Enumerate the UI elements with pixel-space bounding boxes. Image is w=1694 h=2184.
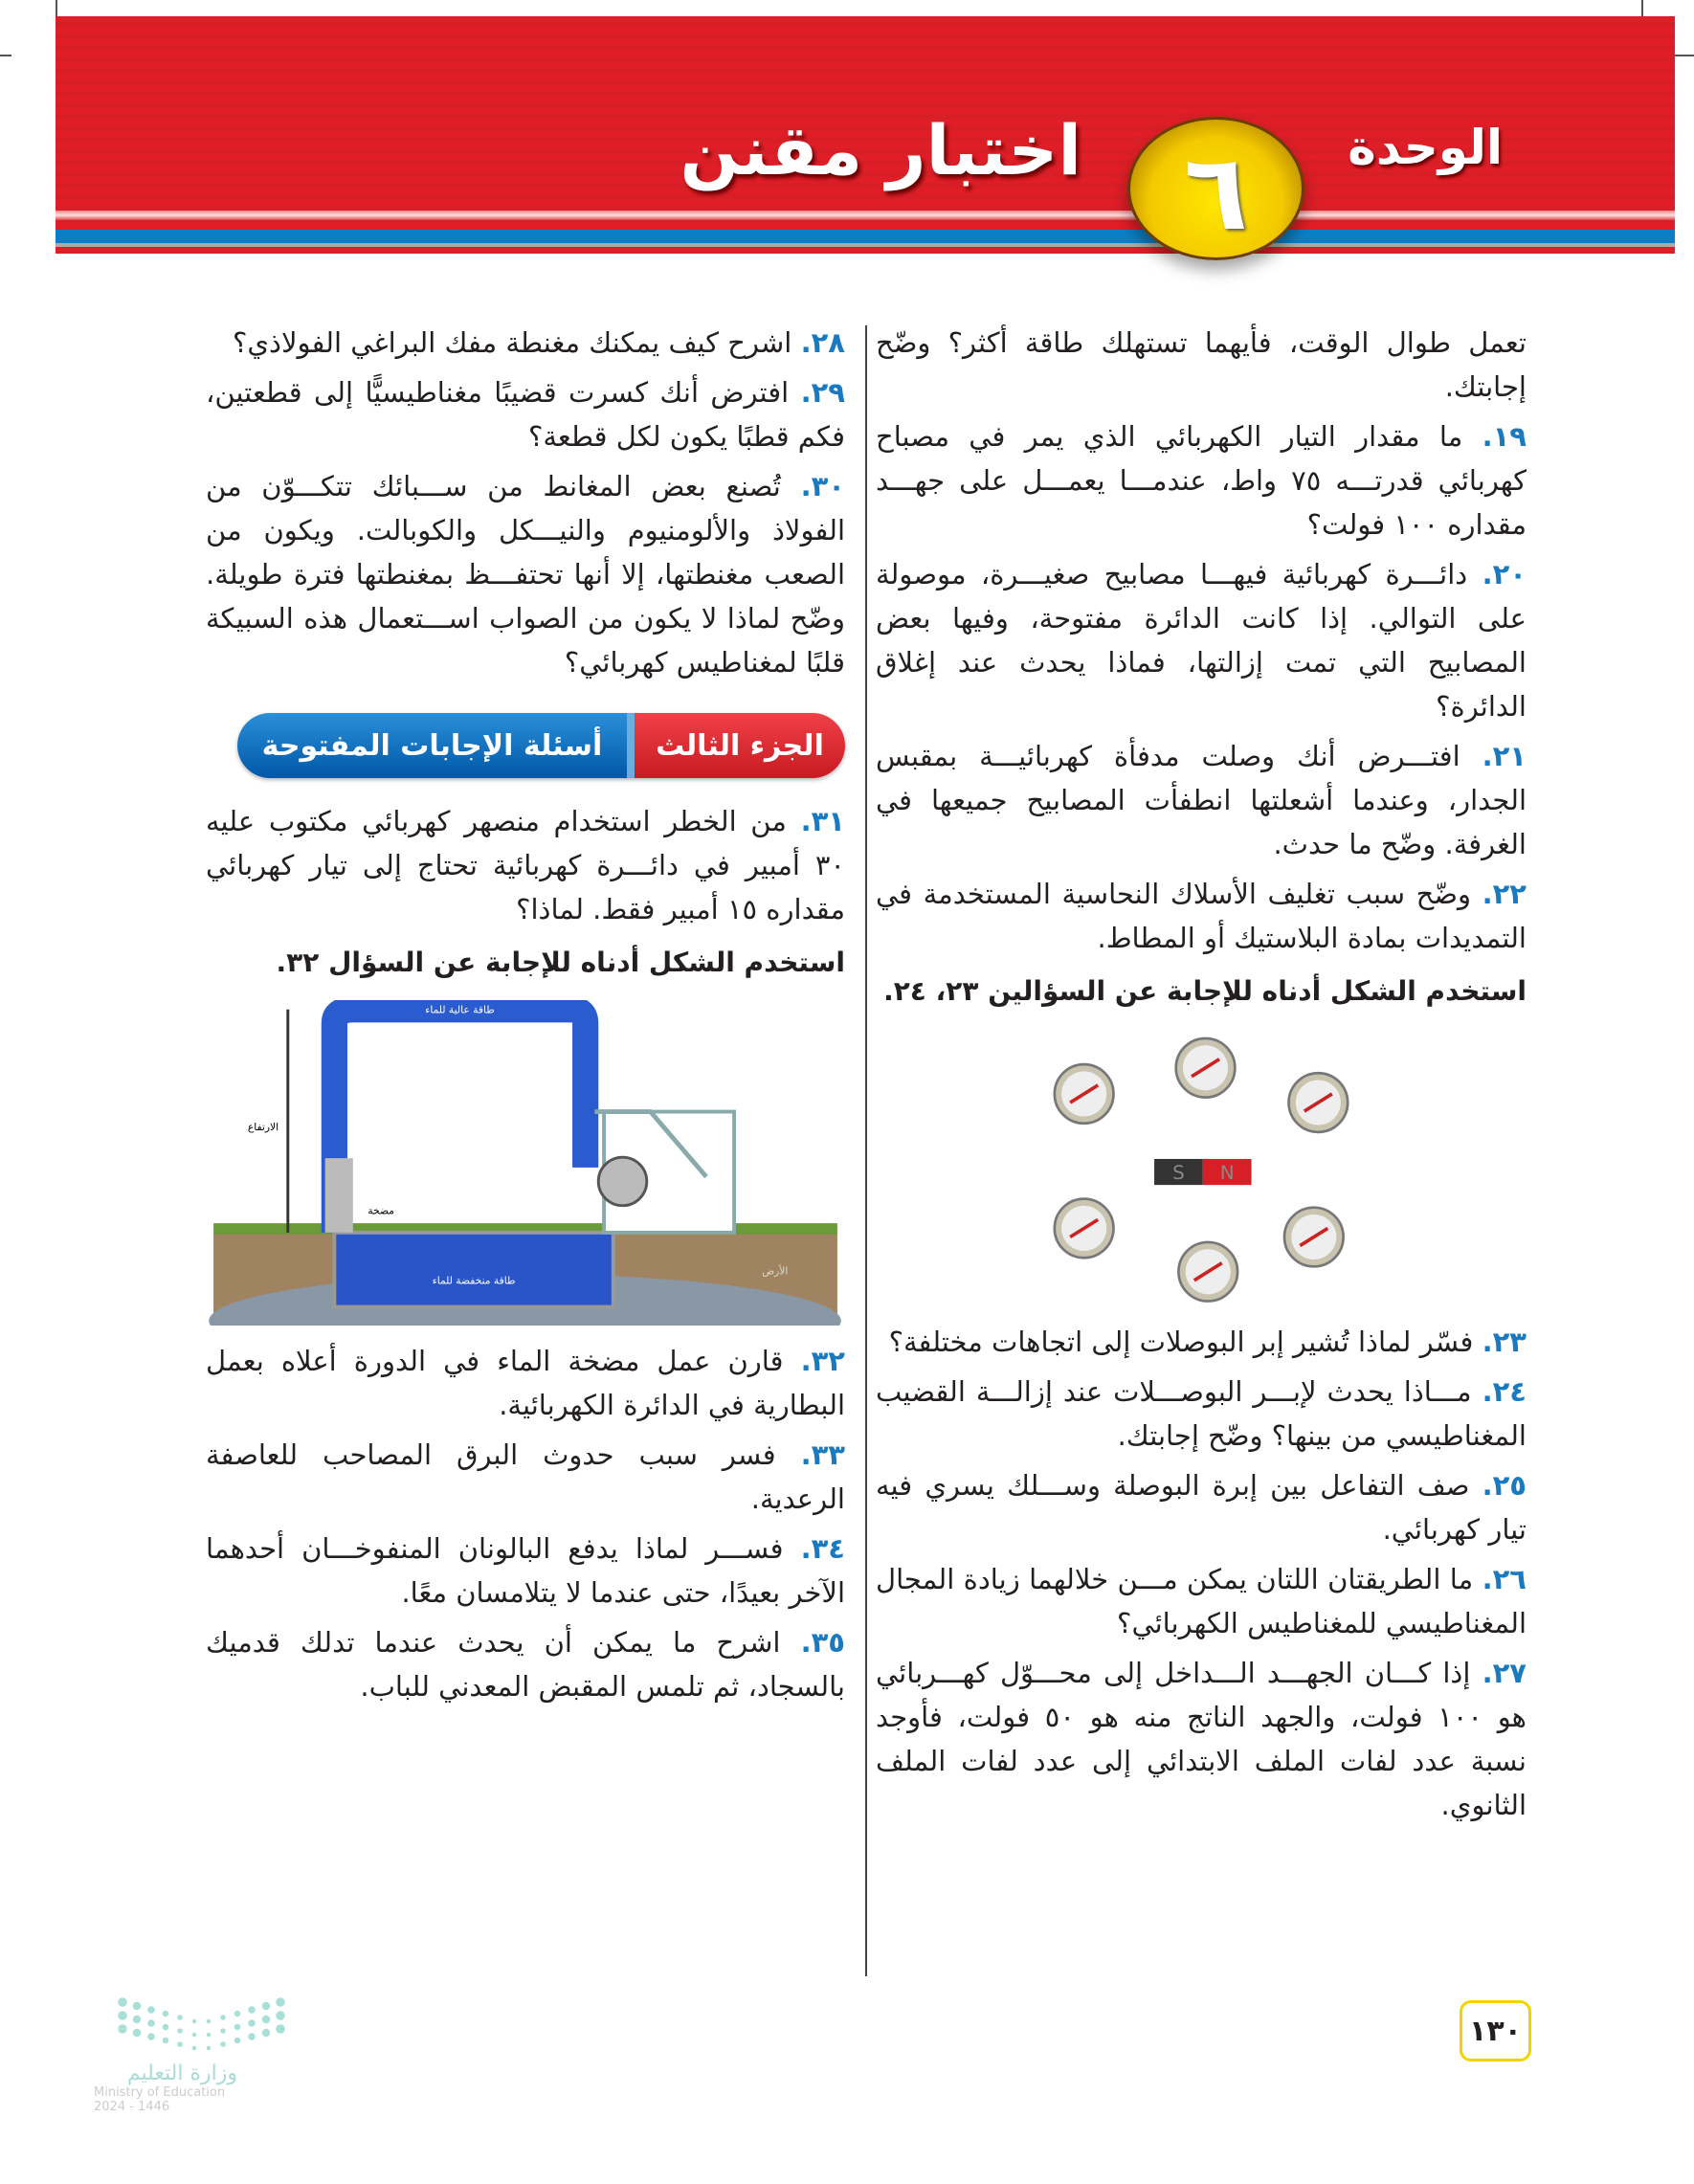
logo-dot	[234, 2024, 241, 2031]
logo-dot	[177, 2041, 183, 2047]
question-item	[876, 414, 1527, 546]
logo-dot	[118, 2011, 127, 2020]
logo-dot	[276, 1997, 285, 2007]
question-number: ٣٥.	[800, 1626, 845, 1659]
label-height: الارتفاع	[247, 1121, 279, 1133]
logo-arabic: وزارة التعليم	[126, 2061, 237, 2085]
question-number: ٢٠.	[1482, 558, 1527, 591]
logo-dot	[262, 2002, 271, 2011]
question-item	[206, 464, 845, 684]
logo-dot	[220, 2028, 226, 2034]
logo-dot	[234, 2011, 241, 2017]
logo-dots-icon	[94, 1991, 323, 2058]
compass-icon	[1055, 1064, 1114, 1124]
question-item	[206, 321, 845, 365]
page-number: ١٣٠	[1460, 2000, 1531, 2061]
question-number: ٢٩.	[800, 376, 846, 409]
logo-dot	[133, 2002, 142, 2011]
logo-dot	[163, 2011, 169, 2017]
unit-number: ٦	[1183, 131, 1249, 254]
logo-dot	[147, 2019, 155, 2027]
question-item	[206, 370, 845, 458]
question-item	[876, 1370, 1527, 1458]
question-text: تُصنع بعض المغانط من ســـبائك تتكـــوّن من الفولاذ والألومنيوم والنيـــكل والكوبالت. ويكون من الصعب مغنطتها، إلا أنها تحتفـــظ بمغنطتها فترة طويلة. وضّح لماذا لا يكون من الصواب اســـتعمال هذه السبيكة قلبًا لمغناطيس كهربائي؟	[206, 470, 845, 679]
question-number: ٣٤.	[800, 1532, 846, 1565]
question-number: ٢٢.	[1482, 878, 1527, 910]
logo-dot	[207, 2019, 212, 2024]
question-item	[876, 1557, 1527, 1645]
logo-dot	[220, 2041, 226, 2047]
instruction-text: استخدم الشكل أدناه للإجابة عن السؤالين ٢٣، ٢٤.	[883, 975, 1527, 1007]
logo-dot	[133, 2016, 142, 2024]
question-text: فســـر لماذا يدفع البالونان المنفوخـــان أحدهما الآخر بعيدًا، حتى عندما لا يتلامسان معًا.	[206, 1532, 845, 1609]
question-number: ٢٥.	[1482, 1469, 1527, 1502]
question-number: ٢٣.	[1482, 1326, 1527, 1358]
instruction-text: استخدم الشكل أدناه للإجابة عن السؤال ٣٢.	[276, 947, 845, 978]
question-number: ٢٨.	[800, 326, 845, 359]
logo-dot	[234, 2038, 241, 2044]
question-item	[876, 872, 1527, 960]
logo-dot	[248, 2019, 256, 2027]
logo-dot	[248, 2006, 256, 2014]
question-item	[876, 321, 1527, 409]
header-stripe	[56, 211, 1675, 220]
logo-dot	[147, 2033, 155, 2040]
question-text: دائـــرة كهربائية فيهـــا مصابيح صغيـــرة، موصولة على التوالي. إذا كانت الدائرة مفتوحة، وفيها بعض المصابيح التي تمت إزالتها، فماذا يحدث عند إغلاق الدائرة؟	[876, 558, 1527, 723]
logo-dot	[192, 2033, 197, 2038]
question-text: ما مقدار التيار الكهربائي الذي يمر في مصباح كهربائي قدرتـــه ٧٥ واط، عندمـــا يعمـــل على جهـــد مقداره ١٠٠ فولت؟	[876, 420, 1527, 541]
question-31	[206, 799, 845, 931]
question-text: وضّح سبب تغليف الأسلاك النحاسية المستخدمة في التمديدات بمادة البلاستيك أو المطاط.	[876, 878, 1527, 954]
question-item	[876, 1320, 1527, 1364]
question-text: قارن عمل مضخة الماء في الدورة أعلاه بعمل البطارية في الدائرة الكهربائية.	[206, 1345, 845, 1421]
ministry-logo	[94, 1991, 323, 2114]
magnet-north-label: N	[1219, 1161, 1235, 1184]
section-banner	[237, 713, 845, 778]
unit-label: الوحدة	[1348, 120, 1503, 175]
logo-dot	[118, 1997, 127, 2007]
logo-dot	[192, 2019, 197, 2024]
question-item	[876, 734, 1527, 866]
compass-icon	[1055, 1199, 1114, 1259]
question-text: اشرح ما يمكن أن يحدث عندما تدلك قدميك بالسجاد، ثم تلمس المقبض المعدني للباب.	[206, 1626, 845, 1703]
question-text: مـــاذا يحدث لإبـــر البوصـــلات عند إزالـــة القضيب المغناطيسي من بينها؟ وضّح إجابتك.	[876, 1375, 1527, 1452]
logo-dot	[163, 2038, 169, 2044]
label-ground: الأرض	[762, 1264, 789, 1278]
crop-mark	[0, 55, 11, 56]
question-text: من الخطر استخدام منصهر كهربائي مكتوب عليه ٣٠ أمبير في دائـــرة كهربائية تحتاج إلى تيار كهربائي مقداره ١٥ أمبير فقط. لماذا؟	[206, 805, 845, 925]
compass-icon	[1178, 1242, 1237, 1302]
compass-icon	[1284, 1208, 1344, 1267]
water-pump-cycle-figure	[206, 1000, 845, 1326]
logo-dot	[220, 2015, 226, 2020]
question-item	[206, 1433, 845, 1521]
label-pump: مضخة	[368, 1204, 394, 1217]
question-item	[876, 1463, 1527, 1551]
question-text: اشرح كيف يمكنك مغنطة مفك البراغي الفولاذي؟	[232, 326, 792, 359]
logo-dot	[262, 2016, 271, 2024]
compass-magnet-figure	[1029, 1029, 1373, 1306]
header-blue-stripe	[56, 230, 1675, 247]
logo-dot	[276, 2011, 285, 2020]
page-title: اختبار مقنن	[680, 110, 1081, 190]
logo-dot	[118, 2024, 127, 2034]
logo-dot	[133, 2029, 142, 2038]
question-number: ٢٧.	[1482, 1657, 1527, 1689]
question-item	[876, 552, 1527, 728]
question-number: ٣٠.	[800, 470, 845, 502]
banner-part-label: الجزء الثالث	[635, 713, 845, 778]
question-item	[876, 1651, 1527, 1827]
question-number: ٣٣.	[800, 1438, 846, 1471]
compass-icon	[1176, 1038, 1236, 1098]
question-text: افترض أنك كسرت قضيبًا مغناطيسيًّا إلى قطعتين، فكم قطبًا يكون لكل قطعة؟	[206, 376, 845, 453]
label-high-energy: طاقة عالية للماء	[425, 1003, 495, 1016]
question-text: فسّر لماذا تُشير إبر البوصلات إلى اتجاهات مختلفة؟	[888, 1326, 1474, 1358]
question-number: ٢٦.	[1482, 1563, 1527, 1595]
compass-icon	[1289, 1073, 1349, 1132]
unit-number-badge	[1127, 117, 1304, 260]
question-number: ٣٢.	[800, 1345, 846, 1377]
magnet-south-label: S	[1172, 1161, 1185, 1184]
question-text: تعمل طوال الوقت، فأيهما تستهلك طاقة أكثر؟ وضّح إجابتك.	[876, 326, 1527, 403]
logo-dot	[207, 2046, 212, 2051]
logo-dot	[163, 2024, 169, 2031]
logo-english: Ministry of Education	[94, 2085, 226, 2100]
question-number: ٣١.	[800, 805, 845, 837]
logo-year: 2024 - 1446	[94, 2100, 170, 2114]
question-text: افتـــرض أنك وصلت مدفأة كهربائيـــة بمقبس الجدار، وعندما أشعلتها انطفأت المصابيح جميعها في الغرفة. وضّح ما حدث.	[876, 740, 1527, 860]
logo-dot	[177, 2028, 183, 2034]
question-item	[206, 1527, 845, 1615]
label-low-energy: طاقة منخفضة للماء	[432, 1274, 516, 1287]
logo-dot	[207, 2033, 212, 2038]
logo-dot	[177, 2015, 183, 2020]
question-text: فسر سبب حدوث البرق المصاحب للعاصفة الرعدية.	[206, 1438, 845, 1515]
logo-dot	[276, 2024, 285, 2034]
logo-dot	[147, 2006, 155, 2014]
question-text: ما الطريقتان اللتان يمكن مـــن خلالهما زيادة المجال المغناطيسي للمغناطيس الكهربائي؟	[876, 1563, 1527, 1639]
column-divider	[865, 325, 867, 1976]
left-column	[206, 321, 845, 1714]
question-number: ٢١.	[1482, 740, 1527, 772]
right-column	[876, 321, 1527, 1833]
banner-title: أسئلة الإجابات المفتوحة	[237, 713, 635, 778]
question-number: ١٩.	[1482, 420, 1527, 453]
question-text: إذا كـــان الجهـــد الـــداخل إلى محـــوّل كهـــربائي هو ١٠٠ فولت، والجهد الناتج منه هو ٥٠ فولت، فأوجد نسبة عدد لفات الملف الابتدائي إلى عدد لفات الملف الثانوي.	[876, 1657, 1527, 1821]
logo-dot	[192, 2046, 197, 2051]
logo-dot	[248, 2033, 256, 2040]
question-item	[206, 1620, 845, 1708]
question-text: صف التفاعل بين إبرة البوصلة وســـلك يسري فيه تيار كهربائي.	[876, 1469, 1527, 1546]
question-number: ٢٤.	[1482, 1375, 1527, 1408]
logo-dot	[262, 2029, 271, 2038]
question-item	[206, 1339, 845, 1427]
